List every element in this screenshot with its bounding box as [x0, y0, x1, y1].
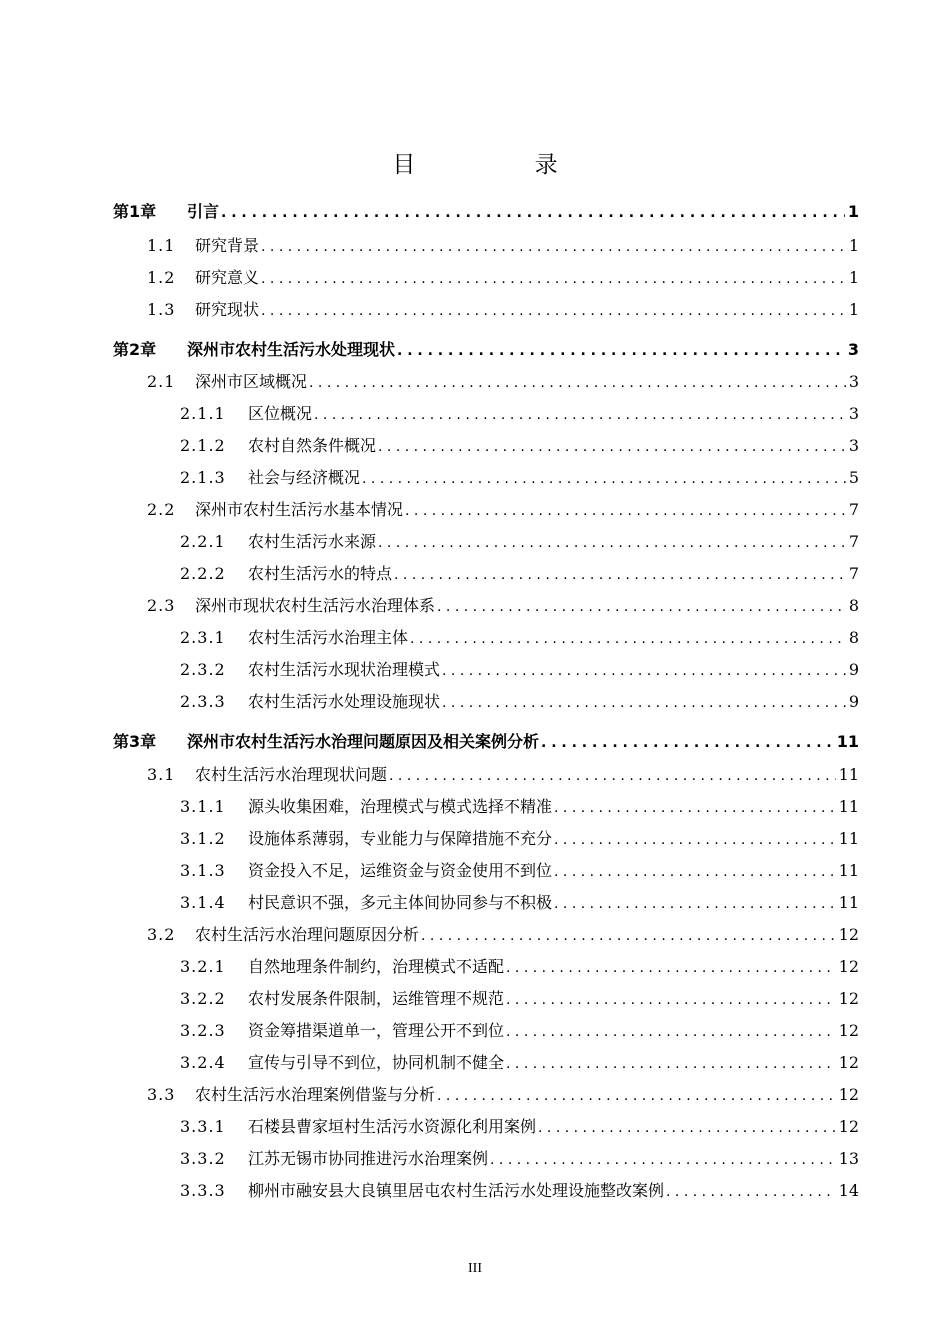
toc-entry[interactable] [113, 199, 859, 225]
toc-entry-title: 村民意识不强，多元主体间协同参与不积极 [248, 893, 553, 912]
toc-entry-page: 1 [847, 202, 859, 221]
toc-entry-page: 11 [838, 861, 859, 880]
toc-entry[interactable] [147, 762, 859, 788]
toc-entry-number: 2.2 [147, 500, 176, 519]
toc-entry-page: 3 [848, 372, 859, 391]
toc-entry-page: 13 [838, 1149, 859, 1168]
toc-entry[interactable] [180, 1146, 859, 1172]
toc-dot-leader [506, 1051, 836, 1077]
toc-entry-number: 3.2 [147, 925, 176, 944]
toc-dot-leader [362, 466, 846, 492]
page-number: III [468, 1261, 482, 1276]
toc-dot-leader [405, 498, 846, 524]
toc-entry-title: 设施体系薄弱，专业能力与保障措施不充分 [248, 829, 553, 848]
toc-entry-title: 农村自然条件概况 [248, 436, 377, 455]
toc-entry-number: 3.2.4 [180, 1053, 226, 1072]
toc-dot-leader [261, 234, 846, 260]
toc-entry[interactable] [147, 297, 859, 323]
toc-dot-leader [554, 795, 836, 821]
toc-entry[interactable] [180, 890, 859, 916]
toc-dot-leader [261, 266, 846, 292]
toc-entry-number: 2.3.1 [180, 628, 226, 647]
toc-entry[interactable] [147, 233, 859, 259]
toc-entry-page: 12 [838, 989, 859, 1008]
toc-entry-number: 2.3 [147, 596, 176, 615]
toc-entry-title: 研究现状 [195, 300, 260, 319]
toc-entry-page: 11 [838, 765, 859, 784]
toc-entry-title: 农村生活污水现状治理模式 [248, 660, 441, 679]
toc-entry-page: 11 [838, 829, 859, 848]
toc-dot-leader [389, 763, 836, 789]
toc-entry-number: 1.2 [147, 268, 176, 287]
toc-entry-title: 深州市区域概况 [195, 372, 308, 391]
toc-entry-number: 3.1.3 [180, 861, 226, 880]
toc-dot-leader [554, 827, 836, 853]
toc-entry-page: 9 [848, 692, 859, 711]
toc-dot-leader [538, 1115, 836, 1141]
toc-entry-title: 石楼县曹家垣村生活污水资源化利用案例 [248, 1117, 537, 1136]
toc-entry-page: 11 [836, 732, 859, 751]
toc-entry[interactable] [113, 729, 859, 755]
toc-entry[interactable] [180, 657, 859, 683]
toc-dot-leader [506, 955, 836, 981]
toc-entry-page: 7 [848, 564, 859, 583]
toc-entry-title: 资金筹措渠道单一，管理公开不到位 [248, 1021, 505, 1040]
toc-entry-page: 12 [838, 1021, 859, 1040]
toc-dot-leader [442, 690, 846, 716]
toc-entry[interactable] [180, 954, 859, 980]
toc-entry[interactable] [180, 1178, 859, 1204]
toc-entry-title: 农村发展条件限制，运维管理不规范 [248, 989, 505, 1008]
toc-entry-title: 深州市农村生活污水处理现状 [187, 340, 396, 359]
toc-entry-page: 12 [838, 957, 859, 976]
toc-dot-leader [554, 891, 836, 917]
toc-entry-title: 社会与经济概况 [248, 468, 361, 487]
toc-dot-leader [421, 923, 836, 949]
toc-entry-number: 3.3.2 [180, 1149, 226, 1168]
toc-entry-page: 14 [838, 1181, 859, 1200]
page-title: 目 录 [392, 152, 614, 178]
toc-entry[interactable] [113, 337, 859, 363]
toc-entry-title: 研究背景 [195, 236, 260, 255]
toc-entry[interactable] [180, 625, 859, 651]
toc-entry-page: 12 [838, 1053, 859, 1072]
toc-entry[interactable] [180, 433, 859, 459]
toc-entry-title: 江苏无锡市协同推进污水治理案例 [248, 1149, 489, 1168]
toc-entry-title: 农村生活污水治理案例借鉴与分析 [195, 1085, 436, 1104]
toc-entry-title: 农村生活污水治理主体 [248, 628, 409, 647]
toc-entry-title: 源头收集困难，治理模式与模式选择不精准 [248, 797, 553, 816]
toc-entry-page: 7 [848, 532, 859, 551]
toc-entry-title: 区位概况 [248, 404, 313, 423]
toc-entry-number: 3.1.4 [180, 893, 226, 912]
toc-entry-page: 12 [838, 925, 859, 944]
toc-entry-title: 农村生活污水的特点 [248, 564, 393, 583]
toc-entry-title: 深州市现状农村生活污水治理体系 [195, 596, 436, 615]
toc-entry-title: 农村生活污水来源 [248, 532, 377, 551]
toc-entry-title: 研究意义 [195, 268, 260, 287]
toc-entry-title: 深州市农村生活污水基本情况 [195, 500, 404, 519]
toc-dot-leader [666, 1179, 836, 1205]
toc-entry-page: 1 [848, 268, 859, 287]
toc-dot-leader [394, 562, 846, 588]
toc-entry-number: 2.1.2 [180, 436, 226, 455]
toc-entry[interactable] [180, 1018, 859, 1044]
toc-entry[interactable] [180, 529, 859, 555]
toc-entry-number: 3.3.3 [180, 1181, 226, 1200]
toc-entry-page: 9 [848, 660, 859, 679]
toc-entry-number: 2.2.2 [180, 564, 226, 583]
toc-dot-leader [437, 594, 846, 620]
toc-entry-page: 3 [847, 340, 859, 359]
toc-entry-number: 2.3.2 [180, 660, 226, 679]
toc-entry-title: 农村生活污水治理问题原因分析 [195, 925, 420, 944]
toc-entry-number: 3.2.2 [180, 989, 226, 1008]
toc-entry-title: 农村生活污水处理设施现状 [248, 692, 441, 711]
toc-entry[interactable] [147, 265, 859, 291]
toc-entry-number: 1.3 [147, 300, 176, 319]
toc-entry-number: 2.1.3 [180, 468, 226, 487]
toc-entry-number: 2.1 [147, 372, 176, 391]
toc-entry-page: 12 [838, 1085, 859, 1104]
toc-entry-number: 3.2.3 [180, 1021, 226, 1040]
toc-entry-number: 3.1.1 [180, 797, 226, 816]
toc-entry-page: 3 [848, 404, 859, 423]
toc-entry[interactable] [147, 1082, 859, 1108]
toc-entry-page: 8 [848, 596, 859, 615]
toc-entry[interactable] [180, 1050, 859, 1076]
toc-entry-number: 第1章 [113, 202, 157, 221]
toc-entry-page: 5 [848, 468, 859, 487]
toc-dot-leader [410, 626, 846, 652]
toc-entry[interactable] [180, 689, 859, 715]
toc-entry[interactable] [180, 826, 859, 852]
toc-dot-leader [309, 370, 846, 396]
toc-entry[interactable] [180, 1114, 859, 1140]
toc-entry-number: 3.1.2 [180, 829, 226, 848]
toc-entry[interactable] [180, 561, 859, 587]
toc-dot-leader [397, 338, 845, 364]
toc-entry[interactable] [180, 401, 859, 427]
toc-entry-title: 柳州市融安县大良镇里居屯农村生活污水处理设施整改案例 [248, 1181, 665, 1200]
toc-entry-title: 农村生活污水治理现状问题 [195, 765, 388, 784]
toc-entry-title: 资金投入不足，运维资金与资金使用不到位 [248, 861, 553, 880]
toc-entry-number: 3.3.1 [180, 1117, 226, 1136]
toc-entry-page: 11 [838, 893, 859, 912]
toc-entry-number: 3.3 [147, 1085, 176, 1104]
toc-dot-leader [506, 1019, 836, 1045]
toc-entry[interactable] [180, 794, 859, 820]
toc-entry[interactable] [147, 922, 859, 948]
toc-entry-title: 自然地理条件制约，治理模式不适配 [248, 957, 505, 976]
toc-entry-number: 1.1 [147, 236, 176, 255]
toc-entry-number: 2.2.1 [180, 532, 226, 551]
toc-entry-number: 3.2.1 [180, 957, 226, 976]
toc-entry[interactable] [180, 986, 859, 1012]
toc-entry-number: 第3章 [113, 732, 157, 751]
toc-entry-page: 8 [848, 628, 859, 647]
toc-entry-number: 2.1.1 [180, 404, 226, 423]
toc-dot-leader [378, 434, 846, 460]
toc-entry[interactable] [147, 497, 859, 523]
toc-entry-page: 1 [848, 300, 859, 319]
toc-entry[interactable] [147, 369, 859, 395]
toc-entry-number: 3.1 [147, 765, 176, 784]
toc-dot-leader [437, 1083, 836, 1109]
toc-entry[interactable] [147, 593, 859, 619]
toc-entry-page: 11 [838, 797, 859, 816]
toc-entry-title: 深州市农村生活污水治理问题原因及相关案例分析 [187, 732, 540, 751]
toc-entry-page: 1 [848, 236, 859, 255]
toc-dot-leader [506, 987, 836, 1013]
toc-dot-leader [314, 402, 846, 428]
toc-entry-number: 第2章 [113, 340, 157, 359]
toc-entry[interactable] [180, 858, 859, 884]
toc-dot-leader [554, 859, 836, 885]
toc-entry-title: 宣传与引导不到位，协同机制不健全 [248, 1053, 505, 1072]
toc-entry[interactable] [180, 465, 859, 491]
toc-dot-leader [442, 658, 846, 684]
toc-entry-page: 12 [838, 1117, 859, 1136]
toc-entry-page: 7 [848, 500, 859, 519]
toc-dot-leader [378, 530, 846, 556]
toc-dot-leader [261, 298, 846, 324]
toc-dot-leader [221, 200, 845, 226]
toc-entry-title: 引言 [187, 202, 220, 221]
toc-dot-leader [490, 1147, 836, 1173]
toc-entry-page: 3 [848, 436, 859, 455]
toc-entry-number: 2.3.3 [180, 692, 226, 711]
toc-dot-leader [541, 730, 834, 756]
